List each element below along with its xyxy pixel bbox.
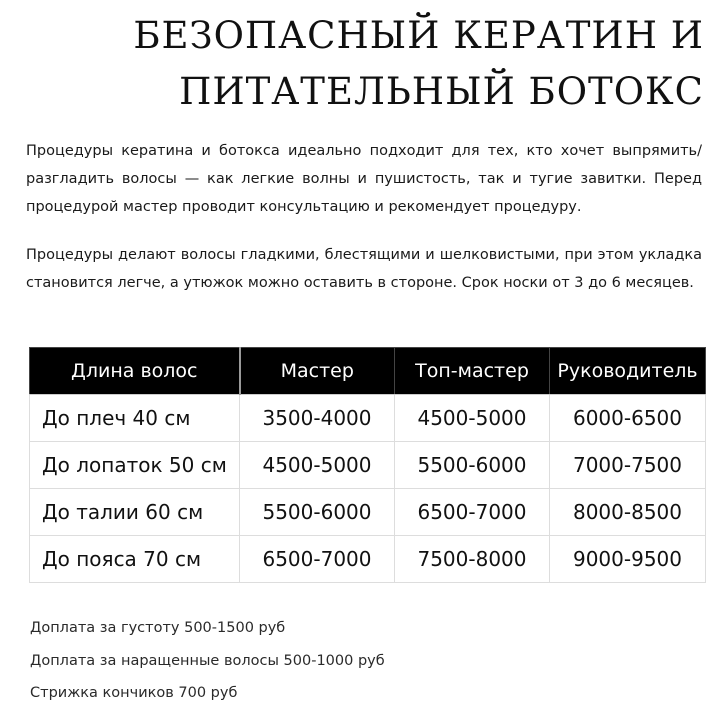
row-price-top-master: 4500-5000 — [395, 395, 550, 442]
header-head-master: Руководитель — [550, 348, 706, 395]
extra-service-extensions: Доплата за наращенные волосы 500-1000 руб — [30, 652, 385, 669]
row-price-top-master: 7500-8000 — [395, 536, 550, 583]
extra-service-trim: Стрижка кончиков 700 руб — [30, 685, 238, 701]
price-table — [29, 347, 706, 583]
table-row — [30, 395, 706, 442]
extra-services-list — [30, 612, 385, 710]
row-price-master: 5500-6000 — [240, 489, 395, 536]
header-master: Мастер — [240, 348, 395, 395]
header-top-master: Топ-мастер — [395, 348, 550, 395]
description-paragraph-1: Процедуры кератина и ботокса идеально подходит для тех, кто хочет выпрямить/разгладить волосы — как легкие волны и пушистость, так и тугие завитки. Перед процедурой мастер проводит консультацию и рекомендует процедуру. — [26, 143, 702, 215]
row-price-master: 3500-4000 — [240, 395, 395, 442]
row-price-head-master: 9000-9500 — [550, 536, 706, 583]
row-price-master: 6500-7000 — [240, 536, 395, 583]
price-table-header-row — [30, 348, 706, 395]
row-price-head-master: 6000-6500 — [550, 395, 706, 442]
row-price-master: 4500-5000 — [240, 442, 395, 489]
page-title — [104, 8, 704, 120]
page-title-line-2: ПИТАТЕЛЬНЫЙ БОТОКС — [179, 70, 704, 113]
description-paragraph-2: Процедуры делают волосы гладкими, блестящими и шелковистыми, при этом укладка становится легче, а утюжок можно оставить в стороне. Срок носки от 3 до 6 месяцев. — [26, 247, 702, 291]
header-hair-length: Длина волос — [30, 348, 240, 395]
table-row — [30, 442, 706, 489]
row-hair-length: До пояса 70 см — [30, 536, 240, 583]
row-price-head-master: 7000-7500 — [550, 442, 706, 489]
page-title-line-1: БЕЗОПАСНЫЙ КЕРАТИН И — [133, 14, 704, 57]
row-hair-length: До плеч 40 см — [30, 395, 240, 442]
extra-service-density: Доплата за густоту 500-1500 руб — [30, 620, 286, 636]
row-price-top-master: 6500-7000 — [395, 489, 550, 536]
row-price-head-master: 8000-8500 — [550, 489, 706, 536]
table-row — [30, 536, 706, 583]
row-hair-length: До талии 60 см — [30, 489, 240, 536]
table-row — [30, 489, 706, 536]
row-hair-length: До лопаток 50 см — [30, 442, 240, 489]
row-price-top-master: 5500-6000 — [395, 442, 550, 489]
